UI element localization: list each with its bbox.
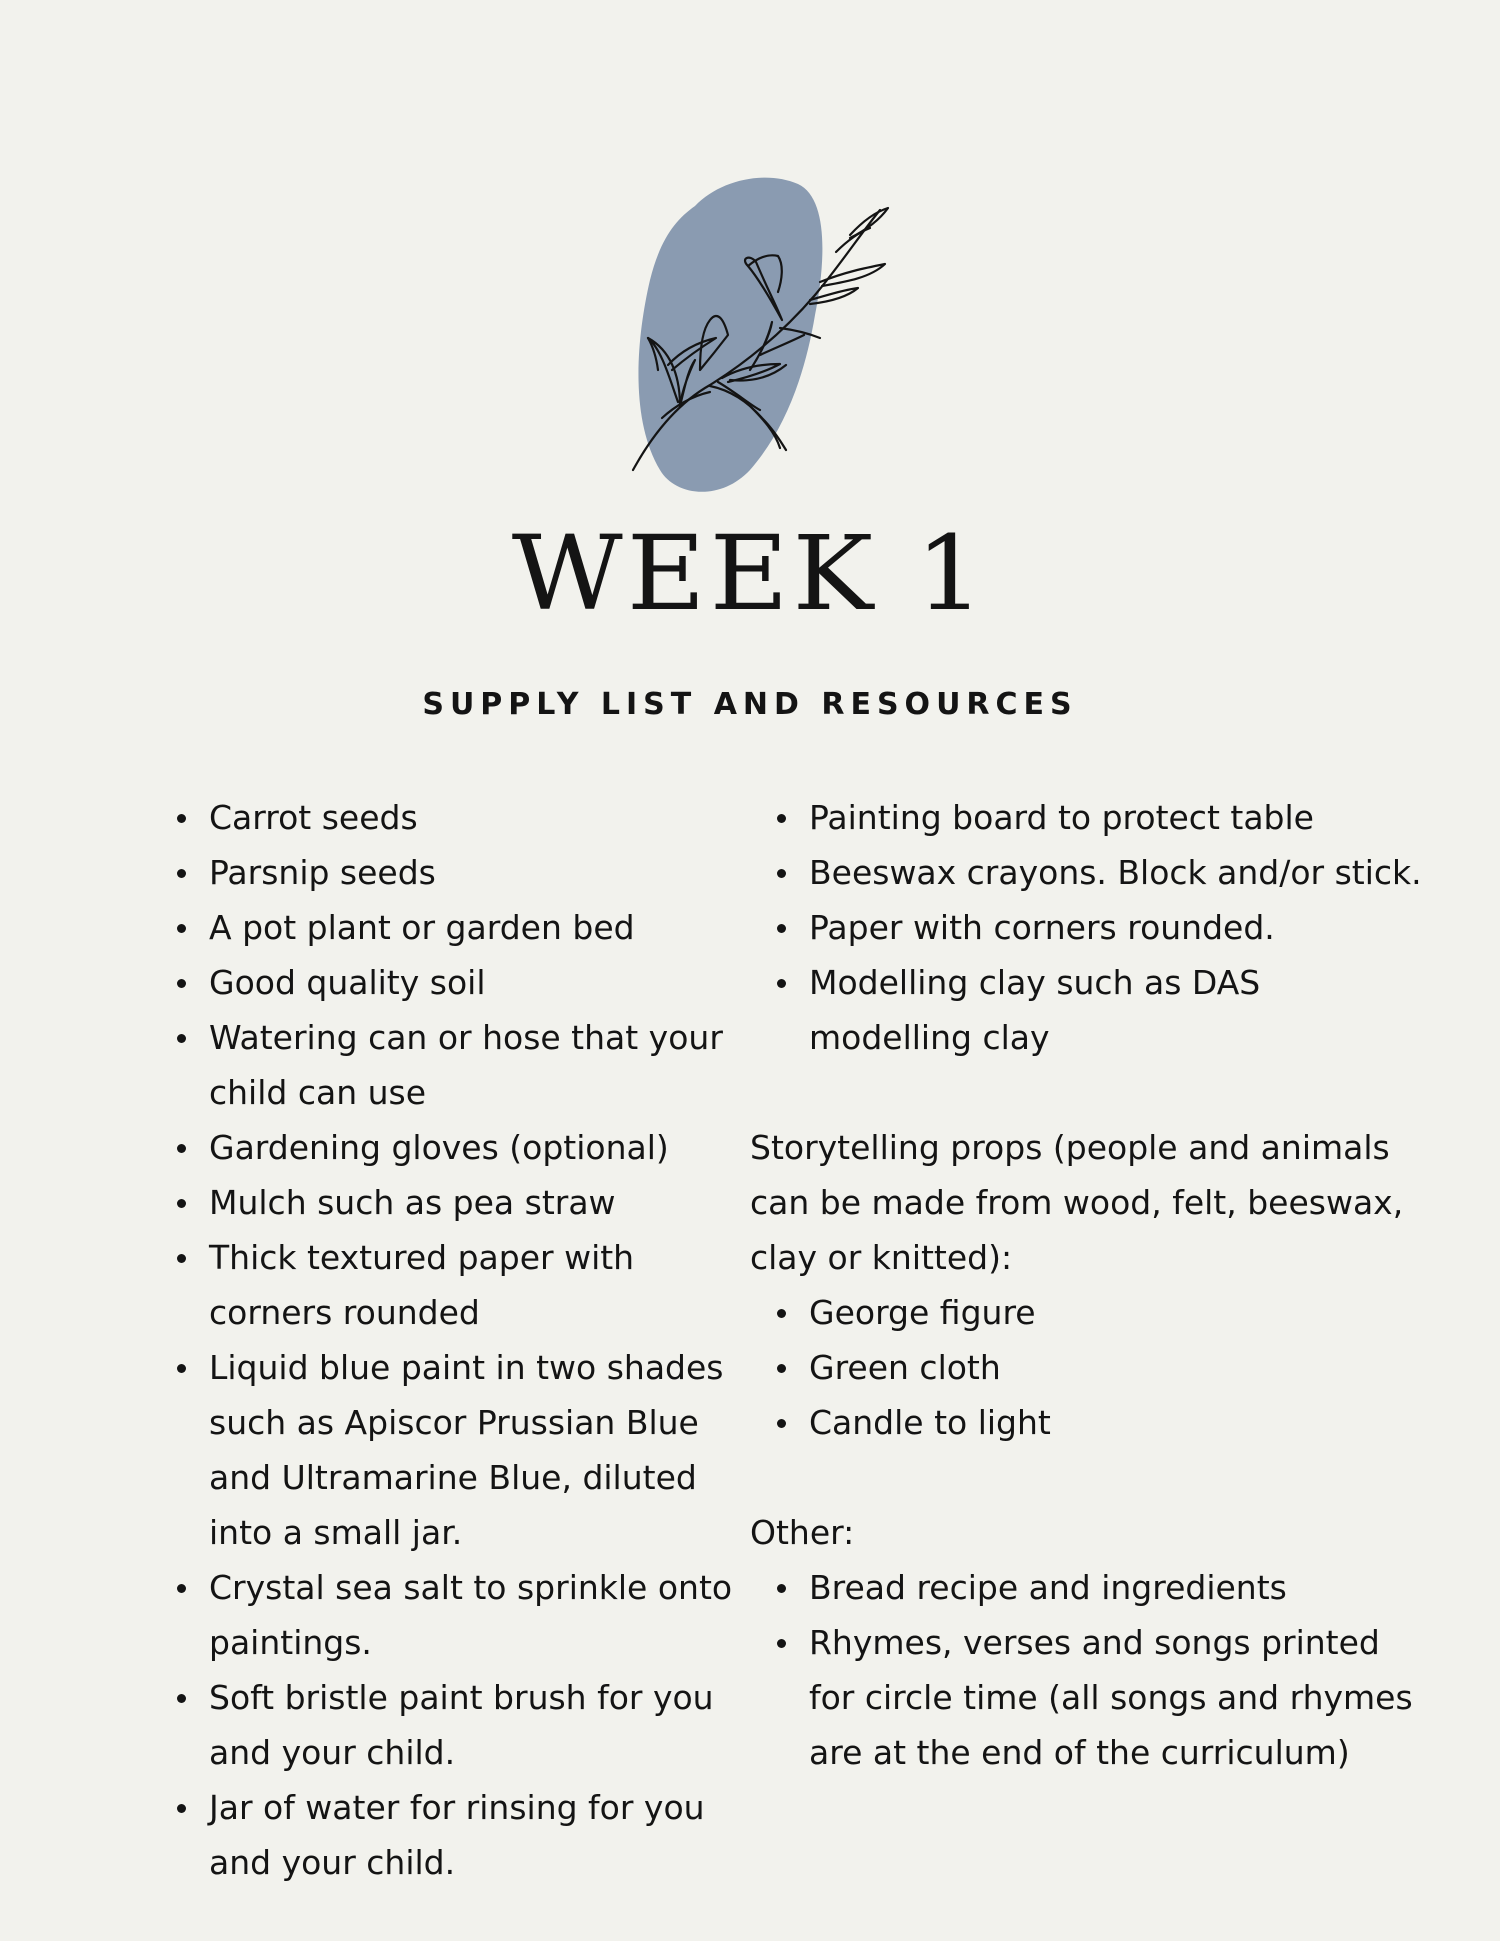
other-intro: Other: [750,1513,855,1552]
right-supply-list [750,790,1430,1065]
list-item: Modelling clay such as DAS modelling clay [770,955,1430,1065]
leaf-branch-illustration [600,170,960,510]
list-item: Green cloth [770,1340,1430,1395]
list-item: Jar of water for rinsing for you and your child. [170,1780,740,1890]
blue-blob-shape [638,178,822,492]
list-item: Beeswax crayons. Block and/or stick. [770,845,1430,900]
storytelling-list [750,1285,1430,1450]
list-item: A pot plant or garden bed [170,900,740,955]
other-list [750,1560,1430,1780]
list-item: Paper with corners rounded. [770,900,1430,955]
list-item: Painting board to protect table [770,790,1430,845]
page-title: WEEK 1 [511,515,989,634]
list-item: Carrot seeds [170,790,740,845]
list-item: Good quality soil [170,955,740,1010]
left-supply-column [170,790,740,1890]
list-item: Watering can or hose that your child can use [170,1010,740,1120]
section-spacer [750,1450,1430,1505]
page-subtitle: SUPPLY LIST AND RESOURCES [422,687,1078,722]
list-item: Candle to light [770,1395,1430,1450]
list-item: Thick textured paper with corners rounded [170,1230,740,1340]
list-item: Bread recipe and ingredients [770,1560,1430,1615]
list-item: Liquid blue paint in two shades such as Apiscor Prussian Blue and Ultramarine Blue, diluted into a small jar. [170,1340,740,1560]
storytelling-intro: Storytelling props (people and animals can be made from wood, felt, beeswax, clay or knitted): [750,1128,1404,1277]
right-supply-column [750,790,1430,1780]
list-item: Parsnip seeds [170,845,740,900]
list-item: Gardening gloves (optional) [170,1120,740,1175]
section-spacer [750,1065,1430,1120]
list-item: Mulch such as pea straw [170,1175,740,1230]
list-item: Rhymes, verses and songs printed for circle time (all songs and rhymes are at the end of the curriculum) [770,1615,1430,1780]
list-item: George figure [770,1285,1430,1340]
left-supply-list [170,790,740,1890]
list-item: Crystal sea salt to sprinkle onto paintings. [170,1560,740,1670]
list-item: Soft bristle paint brush for you and your child. [170,1670,740,1780]
